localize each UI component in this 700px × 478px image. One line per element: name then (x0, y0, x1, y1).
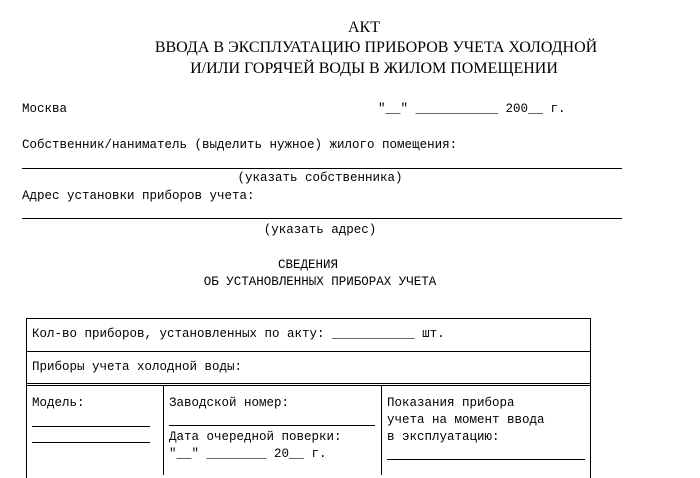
model-fill-line (32, 426, 150, 427)
reading-fill-line (387, 459, 585, 460)
table-column-divider (163, 385, 164, 475)
table-row-divider (26, 383, 590, 384)
cold-water-devices-label: Приборы учета холодной воды: (32, 360, 243, 374)
act-subtitle-line-2: И/ИЛИ ГОРЯЧЕЙ ВОДЫ В ЖИЛОМ ПОМЕЩЕНИИ (190, 60, 558, 77)
address-fill-line (22, 218, 622, 219)
next-verification-date: "__" ________ 20__ г. (169, 447, 327, 461)
city-label: Москва (22, 102, 68, 116)
device-count-row: Кол-во приборов, установленных по акту: ___________ шт. (32, 327, 445, 341)
table-right-border (590, 318, 591, 478)
act-subtitle-line-1: ВВОДА В ЭКСПЛУАТАЦИЮ ПРИБОРОВ УЧЕТА ХОЛОДНОЙ (154, 39, 598, 56)
table-row-divider (26, 351, 590, 352)
owner-label: Собственник/наниматель (выделить нужное) жилого помещения: (22, 138, 458, 152)
address-label: Адрес установки приборов учета: (22, 189, 255, 203)
address-hint: (указать адрес) (263, 223, 377, 237)
section-subtitle: ОБ УСТАНОВЛЕННЫХ ПРИБОРАХ УЧЕТА (203, 275, 437, 289)
owner-fill-line (22, 168, 622, 169)
reading-label-line-1: Показания прибора (387, 396, 515, 410)
table-row-divider (26, 385, 590, 386)
table-top-border (26, 318, 590, 319)
table-left-border (26, 318, 27, 478)
model-label: Модель: (32, 396, 85, 410)
table-column-divider (381, 385, 382, 475)
date-field: "__" ___________ 200__ г. (378, 102, 566, 116)
serial-number-fill-line (169, 425, 375, 426)
next-verification-label: Дата очередной поверки: (169, 430, 342, 444)
serial-number-label: Заводской номер: (169, 396, 290, 410)
reading-label-line-3: в эксплуатацию: (387, 430, 500, 444)
model-fill-line (32, 442, 150, 443)
section-title: СВЕДЕНИЯ (277, 258, 338, 272)
reading-label-line-2: учета на момент ввода (387, 413, 545, 427)
owner-hint: (указать собственника) (237, 171, 403, 185)
act-title: АКТ (348, 19, 380, 36)
